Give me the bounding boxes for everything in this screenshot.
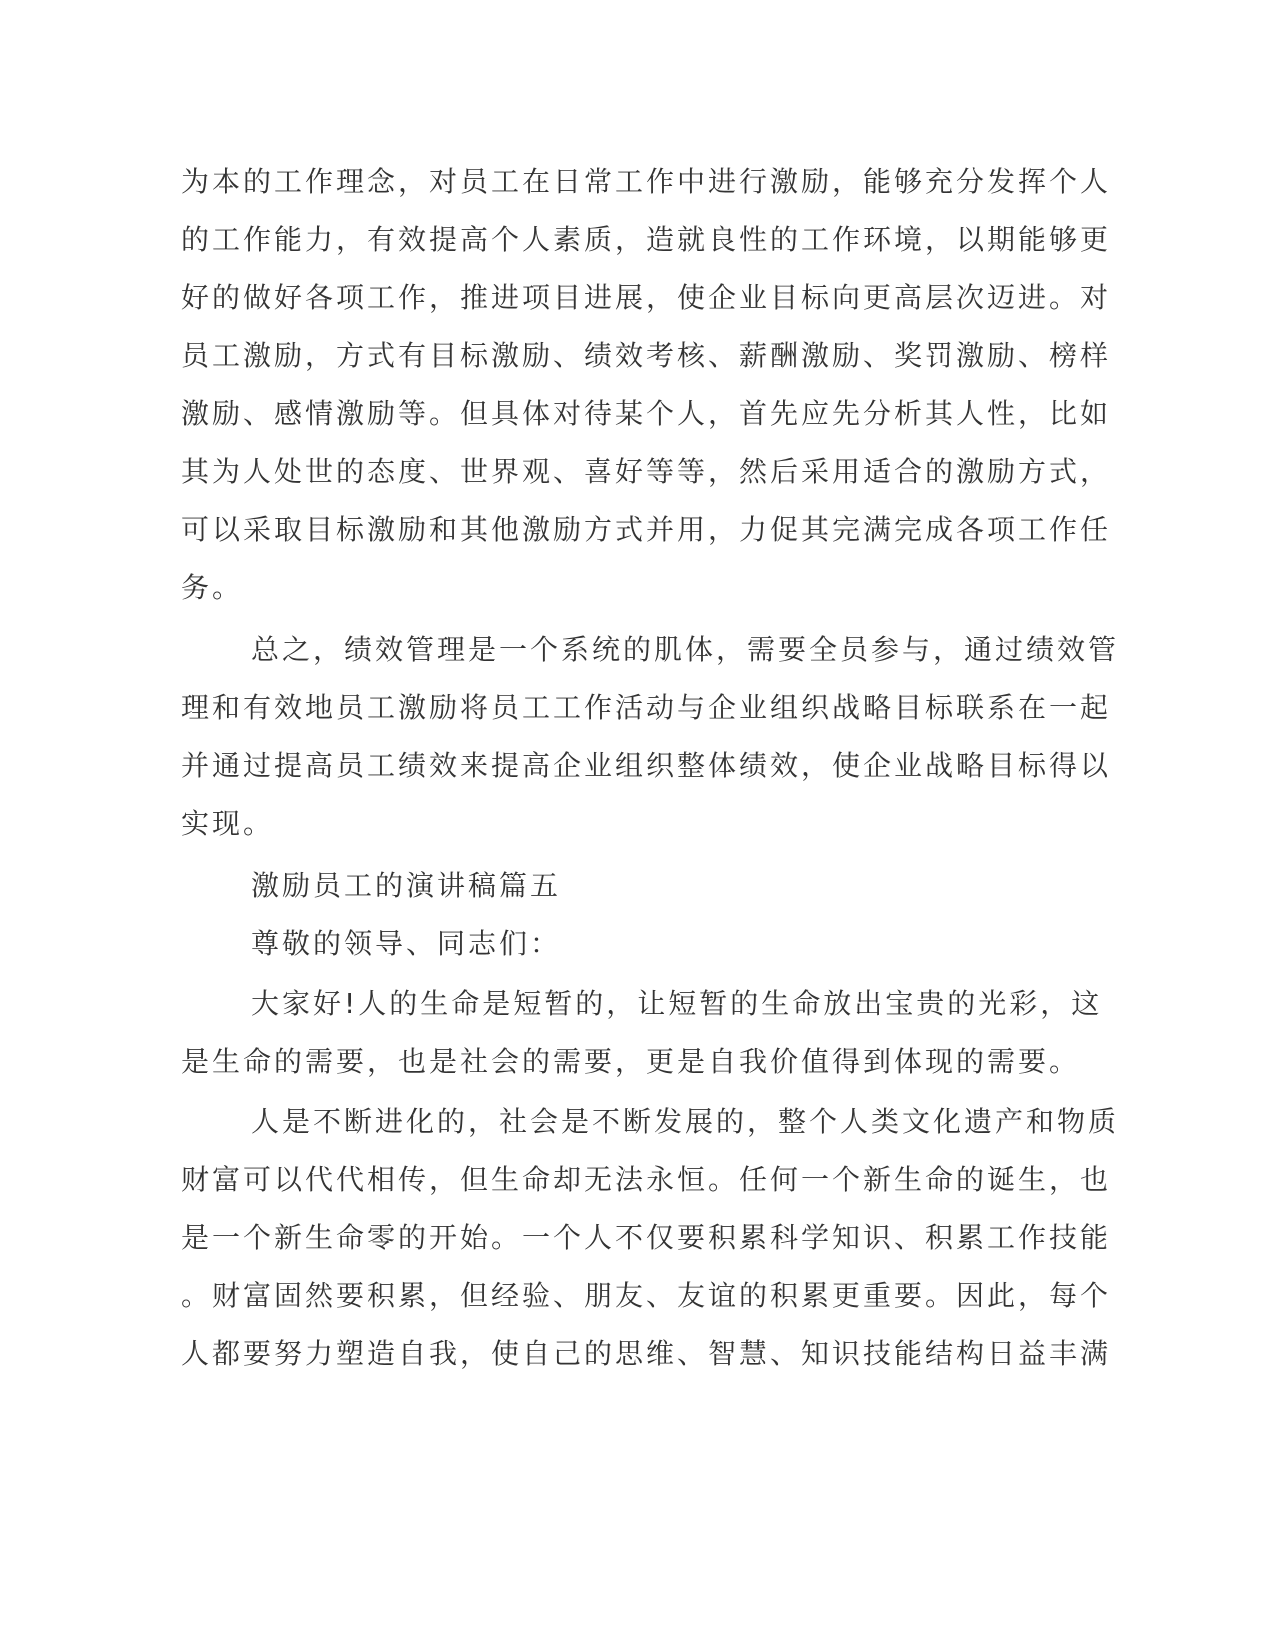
text-line: 的工作能力，有效提高个人素质，造就良性的工作环境，以期能够更 bbox=[181, 223, 1112, 256]
text-line: 员工激励，方式有目标激励、绩效考核、薪酬激励、奖罚激励、榜样 bbox=[181, 339, 1112, 372]
text-line: 是一个新生命零的开始。一个人不仅要积累科学知识、积累工作技能 bbox=[181, 1221, 1112, 1254]
text-line: 财富可以代代相传，但生命却无法永恒。任何一个新生命的诞生，也 bbox=[181, 1163, 1112, 1196]
text-line: 激励、感情激励等。但具体对待某个人，首先应先分析其人性，比如 bbox=[181, 397, 1112, 430]
text-line: 人都要努力塑造自我，使自己的思维、智慧、知识技能结构日益丰满 bbox=[181, 1337, 1112, 1370]
text-line: 可以采取目标激励和其他激励方式并用，力促其完满完成各项工作任 bbox=[181, 513, 1112, 546]
text-line: 其为人处世的态度、世界观、喜好等等，然后采用适合的激励方式， bbox=[181, 455, 1112, 488]
text-line: 好的做好各项工作，推进项目进展，使企业目标向更高层次迈进。对 bbox=[181, 281, 1112, 314]
text-line: 人是不断进化的，社会是不断发展的，整个人类文化遗产和物质 bbox=[251, 1105, 1120, 1138]
text-line: 实现。 bbox=[181, 807, 275, 840]
text-line: 是生命的需要，也是社会的需要，更是自我价值得到体现的需要。 bbox=[181, 1045, 1081, 1078]
text-line: 务。 bbox=[181, 571, 244, 604]
section-heading: 激励员工的演讲稿篇五 bbox=[251, 869, 562, 902]
text-line: 为本的工作理念，对员工在日常工作中进行激励，能够充分发挥个人 bbox=[181, 165, 1112, 198]
text-line: 总之，绩效管理是一个系统的肌体，需要全员参与，通过绩效管 bbox=[251, 633, 1120, 666]
text-line: 并通过提高员工绩效来提高企业组织整体绩效，使企业战略目标得以 bbox=[181, 749, 1112, 782]
text-line: 。财富固然要积累，但经验、朋友、友谊的积累更重要。因此，每个 bbox=[181, 1279, 1112, 1312]
text-line: 理和有效地员工激励将员工工作活动与企业组织战略目标联系在一起 bbox=[181, 691, 1112, 724]
salutation: 尊敬的领导、同志们： bbox=[251, 927, 562, 960]
text-line: 大家好!人的生命是短暂的，让短暂的生命放出宝贵的光彩，这 bbox=[251, 987, 1103, 1020]
